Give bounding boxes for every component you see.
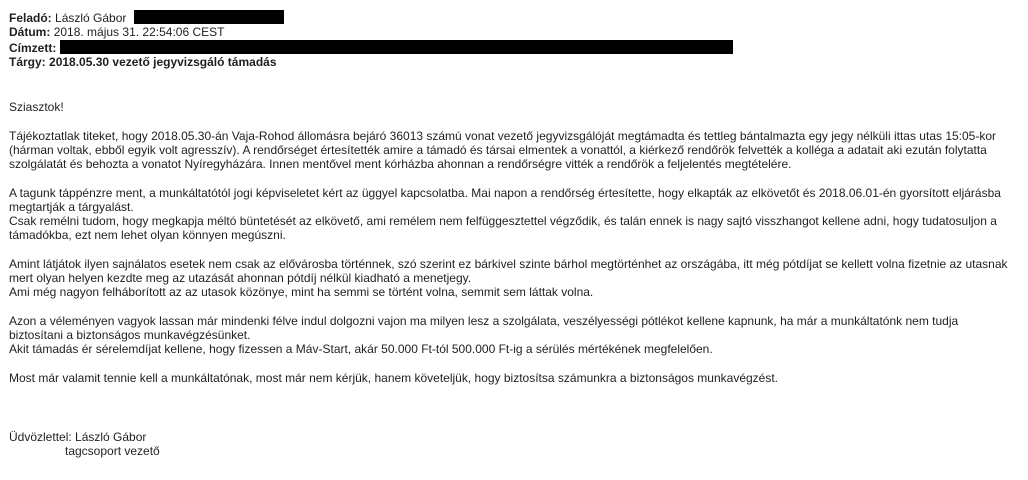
- subject-label: Tárgy:: [9, 55, 46, 69]
- paragraph: Tájékoztatlak titeket, hogy 2018.05.30-án Vaja-Rohod állomásra bejáró 36013 számú vonat vezető jegyvizsgálóját megtámadta és tettleg bántalmazta egy jegy nélküli ittas utas 15:05-kor (hárman voltak, ebből egyik volt agresszív). A rendőrséget értesítették amire a támadó és társai elmentek a vonattól, a kiérkező rendőrök felvették a kolléga a adatait aki ezután folytatta szolgálatát és behozta a vonatot Nyíregyházára. Innen mentővel ment kórházba ahonnan a rendőrségre vitték a rendőrök a feljelentés megtételére.: [9, 129, 997, 171]
- to-label: Címzett:: [9, 41, 57, 55]
- paragraph: Akit támadás ér sérelemdíjat kellene, hogy fizessen a Máv-Start, akár 50.000 Ft-tól 500.000 Ft-ig a sérülés mértékének megfelelően.: [9, 342, 713, 356]
- paragraph: Csak remélni tudom, hogy megkapja méltó büntetését az elkövető, ami remélem nem felfüggesztettel végződik, és talán ennek is nagy sajtó visszhangot kellene adni, hogy tudatosuljon a támadókba, ezt nem lehet olyan könnyen megúszni.: [9, 214, 997, 242]
- greeting: Sziasztok!: [9, 100, 64, 114]
- date-label: Dátum:: [9, 25, 51, 39]
- redaction-bar: [134, 10, 284, 24]
- paragraph: A tagunk táppénzre ment, a munkáltatótól jogi képviseletet kért az üggyel kapcsolatba. Mai napon a rendőrség értesítette, hogy elkapták az elkövetőt és 2018.06.01-én gyorsított eljárásba megtartják a tárgyalást.: [9, 186, 1001, 214]
- redaction-bar: [60, 40, 733, 54]
- email-body: [9, 100, 1014, 458]
- date-row: [9, 25, 1019, 40]
- subject-value: 2018.05.30 vezető jegyvizsgáló támadás: [49, 55, 277, 69]
- from-row: [9, 10, 1019, 25]
- from-label: Feladó:: [9, 11, 52, 25]
- paragraph: Most már valamit tennie kell a munkáltatónak, most már nem kérjük, hanem követeljük, hogy biztosítsa számunkra a biztonságos munkavégzést.: [9, 371, 779, 385]
- from-value: László Gábor: [55, 11, 127, 25]
- date-value: 2018. május 31. 22:54:06 CEST: [53, 25, 225, 39]
- email-header: [9, 10, 1019, 70]
- signature-title: tagcsoport vezető: [65, 444, 160, 458]
- paragraph: Ami még nagyon felháborított az az utasok közönye, mint ha semmi se történt volna, semmit sem láttak volna.: [9, 285, 594, 299]
- signature-line: Üdvözlettel: László Gábor: [9, 430, 147, 444]
- to-row: [9, 40, 1019, 55]
- subject-row: [9, 55, 1019, 70]
- paragraph: Azon a véleményen vagyok lassan már mindenki félve indul dolgozni vajon ma milyen lesz a szolgálata, veszélyességi pótlékot kellene kapnunk, ha már a munkáltatónk nem tudja biztosítani a biztonságos munkavégzésünket.: [9, 314, 959, 342]
- paragraph: Amint látjátok ilyen sajnálatos esetek nem csak az elővárosba történnek, szó szerint ez bárkivel szinte bárhol megtörténhet az országába, itt még pótdíjat se kellett volna fizetnie az utasnak mert olyan helyen kezdte meg az utazását ahonnan pótdíj nélkül kiadható a menetjegy.: [9, 257, 1008, 285]
